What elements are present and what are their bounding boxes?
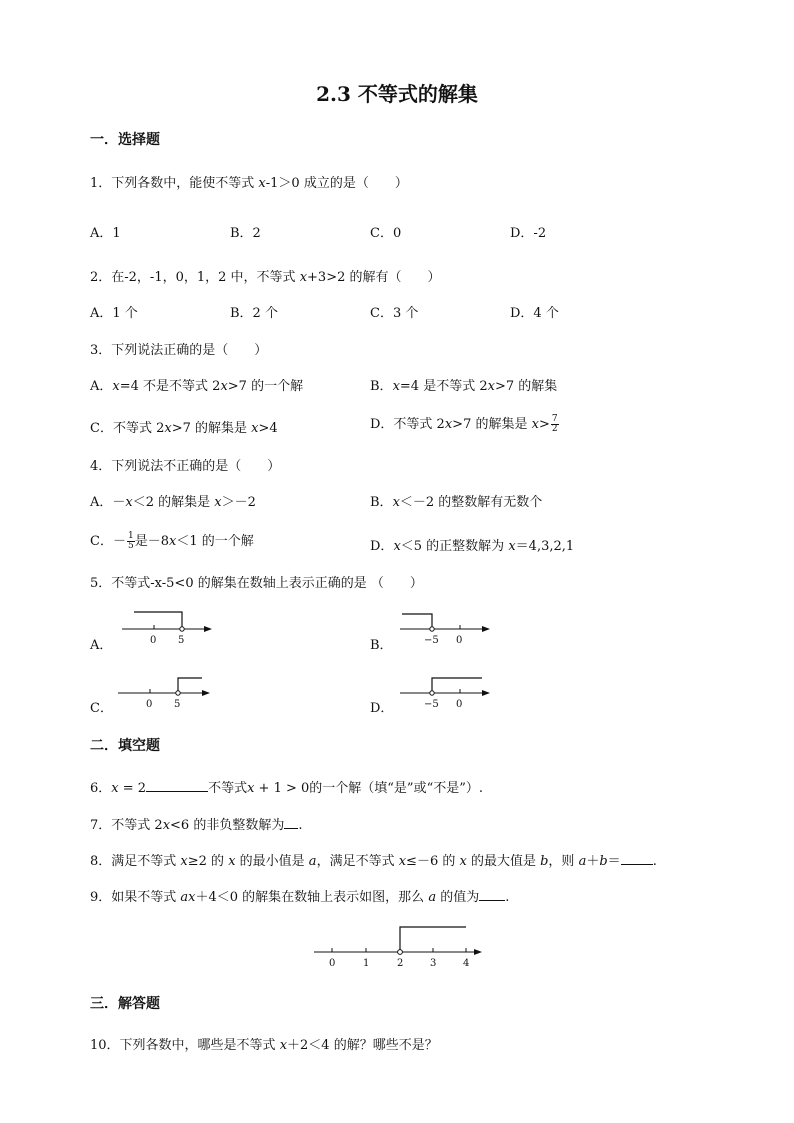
question-2-option-d[interactable]: D．4 个 xyxy=(510,306,559,321)
question-7: 7．不等式 2x<6 的非负整数解为 . xyxy=(90,818,303,833)
number-line-b xyxy=(398,608,498,648)
question-8: 8．满足不等式 x≥2 的 x 的最小值是 a，满足不等式 x≤－6 的 x 的最大值是 b，则 a＋b＝ . xyxy=(90,854,657,869)
question-2-option-b[interactable]: B．2 个 xyxy=(230,306,278,321)
question-4-option-d[interactable]: D．x＜5 的正整数解为 x＝4,3,2,1 xyxy=(370,539,575,554)
question-4-stem: 4．下列说法不正确的是（ ） xyxy=(90,459,281,474)
tick-label: 0 xyxy=(456,699,463,710)
question-4-option-c[interactable]: C．－ $\frac{1}{5}$ 是－8x＜1 的一个解 xyxy=(90,531,254,551)
question-4-option-b[interactable]: B．x＜－2 的整数解有无数个 xyxy=(370,495,543,510)
section-heading-choice: 一．选择题 xyxy=(90,132,160,148)
number-line-d xyxy=(398,673,498,713)
question-5-option-a[interactable]: A． xyxy=(90,638,113,653)
number-line-a xyxy=(120,608,220,648)
tick-label: 0 xyxy=(329,958,336,969)
number-line-q9 xyxy=(312,920,492,970)
fraction-seven-halves: $\frac{7}{2}$ xyxy=(551,414,558,434)
question-2-option-c[interactable]: C．3 个 xyxy=(370,306,419,321)
section-heading-answer: 三．解答题 xyxy=(90,996,160,1012)
question-4-option-a[interactable]: A．－x＜2 的解集是 x＞－2 xyxy=(90,495,256,510)
answer-blank[interactable] xyxy=(284,817,298,829)
tick-label: 3 xyxy=(430,958,437,969)
question-1-stem: 1．下列各数中，能使不等式 x-1＞0 成立的是（ ） xyxy=(90,176,408,191)
question-5-option-c[interactable]: C． xyxy=(90,701,113,716)
tick-label: 0 xyxy=(150,635,157,646)
question-3-option-c[interactable]: C．不等式 2x>7 的解集是 x>4 xyxy=(90,421,278,436)
tick-label: 0 xyxy=(146,699,153,710)
question-9: 9．如果不等式 ax＋4＜0 的解集在数轴上表示如图，那么 a 的值为 . xyxy=(90,890,510,905)
question-3-option-d[interactable]: D．不等式 2x>7 的解集是 x> $\frac{7}{2}$ xyxy=(370,414,558,434)
question-3-option-a[interactable]: A．x=4 不是不等式 2x>7 的一个解 xyxy=(90,379,304,394)
question-10: 10．下列各数中，哪些是不等式 x＋2＜4 的解？哪些不是？ xyxy=(90,1038,438,1053)
question-3-stem: 3．下列说法正确的是（ ） xyxy=(90,343,268,358)
question-2-option-a[interactable]: A．1 个 xyxy=(90,306,138,321)
section-heading-fill: 二．填空题 xyxy=(90,738,160,754)
tick-label: 0 xyxy=(456,635,463,646)
question-5-stem: 5．不等式-x-5<0 的解集在数轴上表示正确的是 （ ） xyxy=(90,576,423,591)
tick-label: 5 xyxy=(178,635,185,646)
answer-blank[interactable] xyxy=(621,853,653,865)
question-1-option-a[interactable]: A．1 xyxy=(90,226,121,241)
tick-label: 1 xyxy=(363,958,370,969)
answer-blank[interactable] xyxy=(479,889,505,901)
question-5-option-d[interactable]: D． xyxy=(370,701,394,716)
question-5-option-b[interactable]: B． xyxy=(370,638,393,653)
question-1-option-b[interactable]: B．2 xyxy=(230,226,261,241)
tick-label: 2 xyxy=(397,958,404,969)
tick-label: 4 xyxy=(463,958,470,969)
question-6: 6．x = 2 不等式x + 1 > 0的一个解（填“是”或“不是”）. xyxy=(90,781,483,796)
page-title: 2.3 不等式的解集 xyxy=(316,82,478,106)
tick-label: −5 xyxy=(424,635,439,646)
question-1-option-d[interactable]: D．-2 xyxy=(510,226,547,241)
question-3-option-b[interactable]: B．x=4 是不等式 2x>7 的解集 xyxy=(370,379,558,394)
question-1-option-c[interactable]: C．0 xyxy=(370,226,402,241)
answer-blank[interactable] xyxy=(146,780,208,792)
number-line-c xyxy=(116,673,216,713)
question-2-stem: 2．在-2，-1，0，1，2 中，不等式 x+3>2 的解有（ ） xyxy=(90,270,441,285)
fraction-one-fifth: $\frac{1}{5}$ xyxy=(127,531,134,551)
tick-label: −5 xyxy=(424,699,439,710)
tick-label: 5 xyxy=(174,699,181,710)
